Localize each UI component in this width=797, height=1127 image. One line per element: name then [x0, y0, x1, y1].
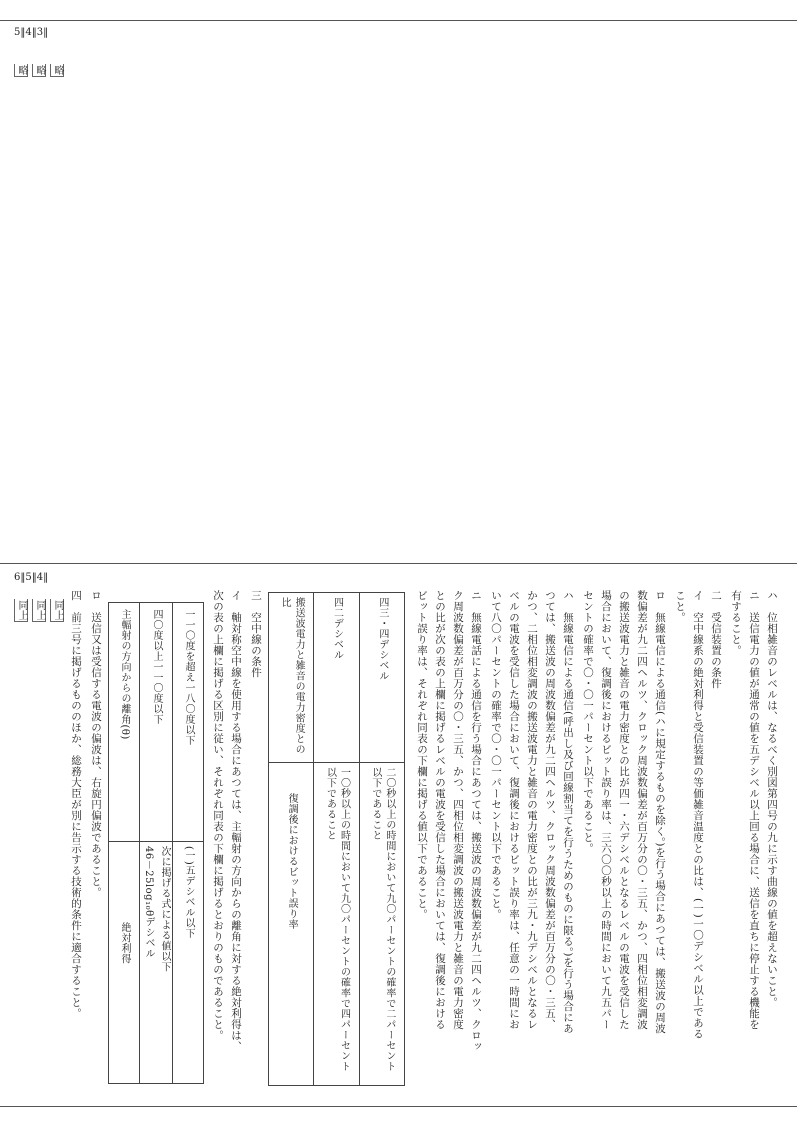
text-column: ロ 無線電信による通信(ハに規定するものを除く。)を行う場合にあつては、搬送波の周波	[654, 590, 666, 1034]
table-cell-text: 二〇秒以上の時間において九〇パーセントの確率で二パーセント以下であること	[369, 767, 395, 1072]
formula-text: 46－25log₁₀θデシベル	[142, 846, 154, 959]
text-column: 数偏差が九二四ヘルツ、クロック周波数偏差が百万分の〇・三五、かつ、四相位相変調波	[636, 590, 648, 1030]
table-cell-text: (一)五デシベル以下	[182, 846, 194, 939]
table-cell-text: 四二デシベル	[331, 597, 343, 660]
text-column: イ 軸対称空中線を使用する場合にあつては、主輻射の方向からの離角に対する絶対利得は、	[230, 590, 242, 1052]
table-cell	[314, 593, 359, 763]
text-column: ビット誤り率は、それぞれ同表の下欄に掲げる値以下であること。	[416, 590, 428, 920]
text-column: 四 前三号に掲げるもののほか、総務大臣が別に告示する技術的条件に適合すること。	[70, 590, 82, 1019]
table-cell	[359, 763, 404, 1086]
table-cell-text: 四〇度以上一一〇度以下	[150, 609, 162, 725]
middle-rule	[0, 563, 797, 564]
top-rule	[0, 20, 797, 21]
text-column: かつ、二相位相変調波の搬送波電力と雑音の電力密度との比が三九・九デシベルとなるレ	[526, 590, 538, 1030]
table-cell-text: 一〇秒以上の時間において九〇パーセントの確率で四パーセント以下であること	[324, 767, 350, 1072]
dojo-label: 同上	[16, 600, 27, 620]
table-cell	[314, 763, 359, 1086]
section2-markers: 6‖5‖4‖	[14, 572, 49, 583]
text-column: 有すること。	[730, 590, 742, 656]
table-cell	[140, 603, 173, 842]
text-column: ニ 無線電話による通信を行う場合にあつては、搬送波の周波数偏差が九二四ヘルツ、クロッ	[470, 590, 482, 1052]
section1-markers: 5‖4‖3‖	[14, 27, 49, 38]
text-column: イ 空中線系の絶対利得と受信装置の等価雑音温度との比は、(一)一〇デシベル以上である	[692, 590, 704, 1040]
ryaku-label: 略	[16, 65, 27, 75]
table-header-text: 復調後におけるビット誤り率	[286, 793, 298, 930]
text-column: こと。	[674, 590, 686, 623]
table-header-cell	[269, 593, 314, 763]
text-column: 次の表の上欄に掲げる区別に従い、それぞれ同表の下欄に掲げるとおりのものであること。	[212, 590, 224, 1041]
table-cell-text: 次に掲げる式による値以下	[158, 846, 170, 972]
table-header-text: 主輻射の方向からの離角(θ)	[119, 609, 131, 740]
table-cell	[359, 593, 404, 763]
gain-table	[108, 602, 204, 1084]
table-header-cell	[109, 603, 140, 842]
dojo-label: 同上	[52, 600, 63, 620]
table-cell	[172, 842, 203, 1084]
table-cell-text: 一一〇度を超え一八〇度以下	[182, 609, 194, 746]
text-column: セントの確率で〇・〇一パーセント以下であること。	[582, 590, 594, 854]
bottom-rule	[0, 1106, 797, 1107]
table-cell-text: 四三・四デシベル	[376, 597, 388, 681]
dojo-label: 同上	[34, 600, 45, 620]
ryaku-label: 略	[34, 65, 45, 75]
table-header-text: 搬送波電力と雑音の電力密度との比	[279, 597, 305, 755]
text-column: ニ 送信電力の値が通常の値を五デシベル以上回る場合に、送信を直ちに停止する機能を	[748, 590, 760, 1030]
text-column: 三 空中線の条件	[250, 590, 262, 678]
table-header-cell	[109, 842, 140, 1084]
text-column: ハ 無線電信による通信(呼出し及び回線割当てを行うためのものに限る。)を行う場合にあ	[562, 590, 574, 1034]
table-header-cell	[269, 763, 314, 1086]
text-column: ベルの電波を受信した場合において、復調後におけるビット誤り率は、任意の一時間にお	[508, 590, 520, 1030]
table-header-text: 絶対利得	[119, 922, 131, 964]
text-column: の搬送波電力と雑音の電力密度との比が四一・六デシベルとなるレベルの電波を受信した	[618, 590, 630, 1030]
text-column: ク周波数偏差が百万分の〇・三五、かつ、四相位相変調波の搬送波電力と雑音の電力密度	[452, 590, 464, 1030]
text-column: 場合において、復調後におけるビット誤り率は、三六〇〇秒以上の時間において九五パー	[600, 590, 612, 1030]
text-column: いて八〇パーセントの確率で〇・〇一パーセント以下であること。	[490, 590, 502, 920]
text-column: 二 受信装置の条件	[710, 590, 722, 689]
ryaku-label: 略	[52, 65, 63, 75]
text-column: ロ 送信又は受信する電波の偏波は、右旋円偏波であること。	[90, 590, 102, 898]
text-column: との比が次の表の上欄に掲げるレベルの電波を受信した場合においては、復調後における	[434, 590, 446, 1030]
text-column: つては、搬送波の周波数偏差が九二四ヘルツ、クロック周波数偏差が百万分の〇・三五、	[544, 590, 556, 1030]
table-cell	[140, 842, 173, 1084]
ber-table	[268, 592, 405, 1086]
table-cell	[172, 603, 203, 842]
text-column: ハ 位相雑音のレベルは、なるべく別図第四号の九に示す曲線の値を超えないこと。	[766, 590, 778, 1008]
